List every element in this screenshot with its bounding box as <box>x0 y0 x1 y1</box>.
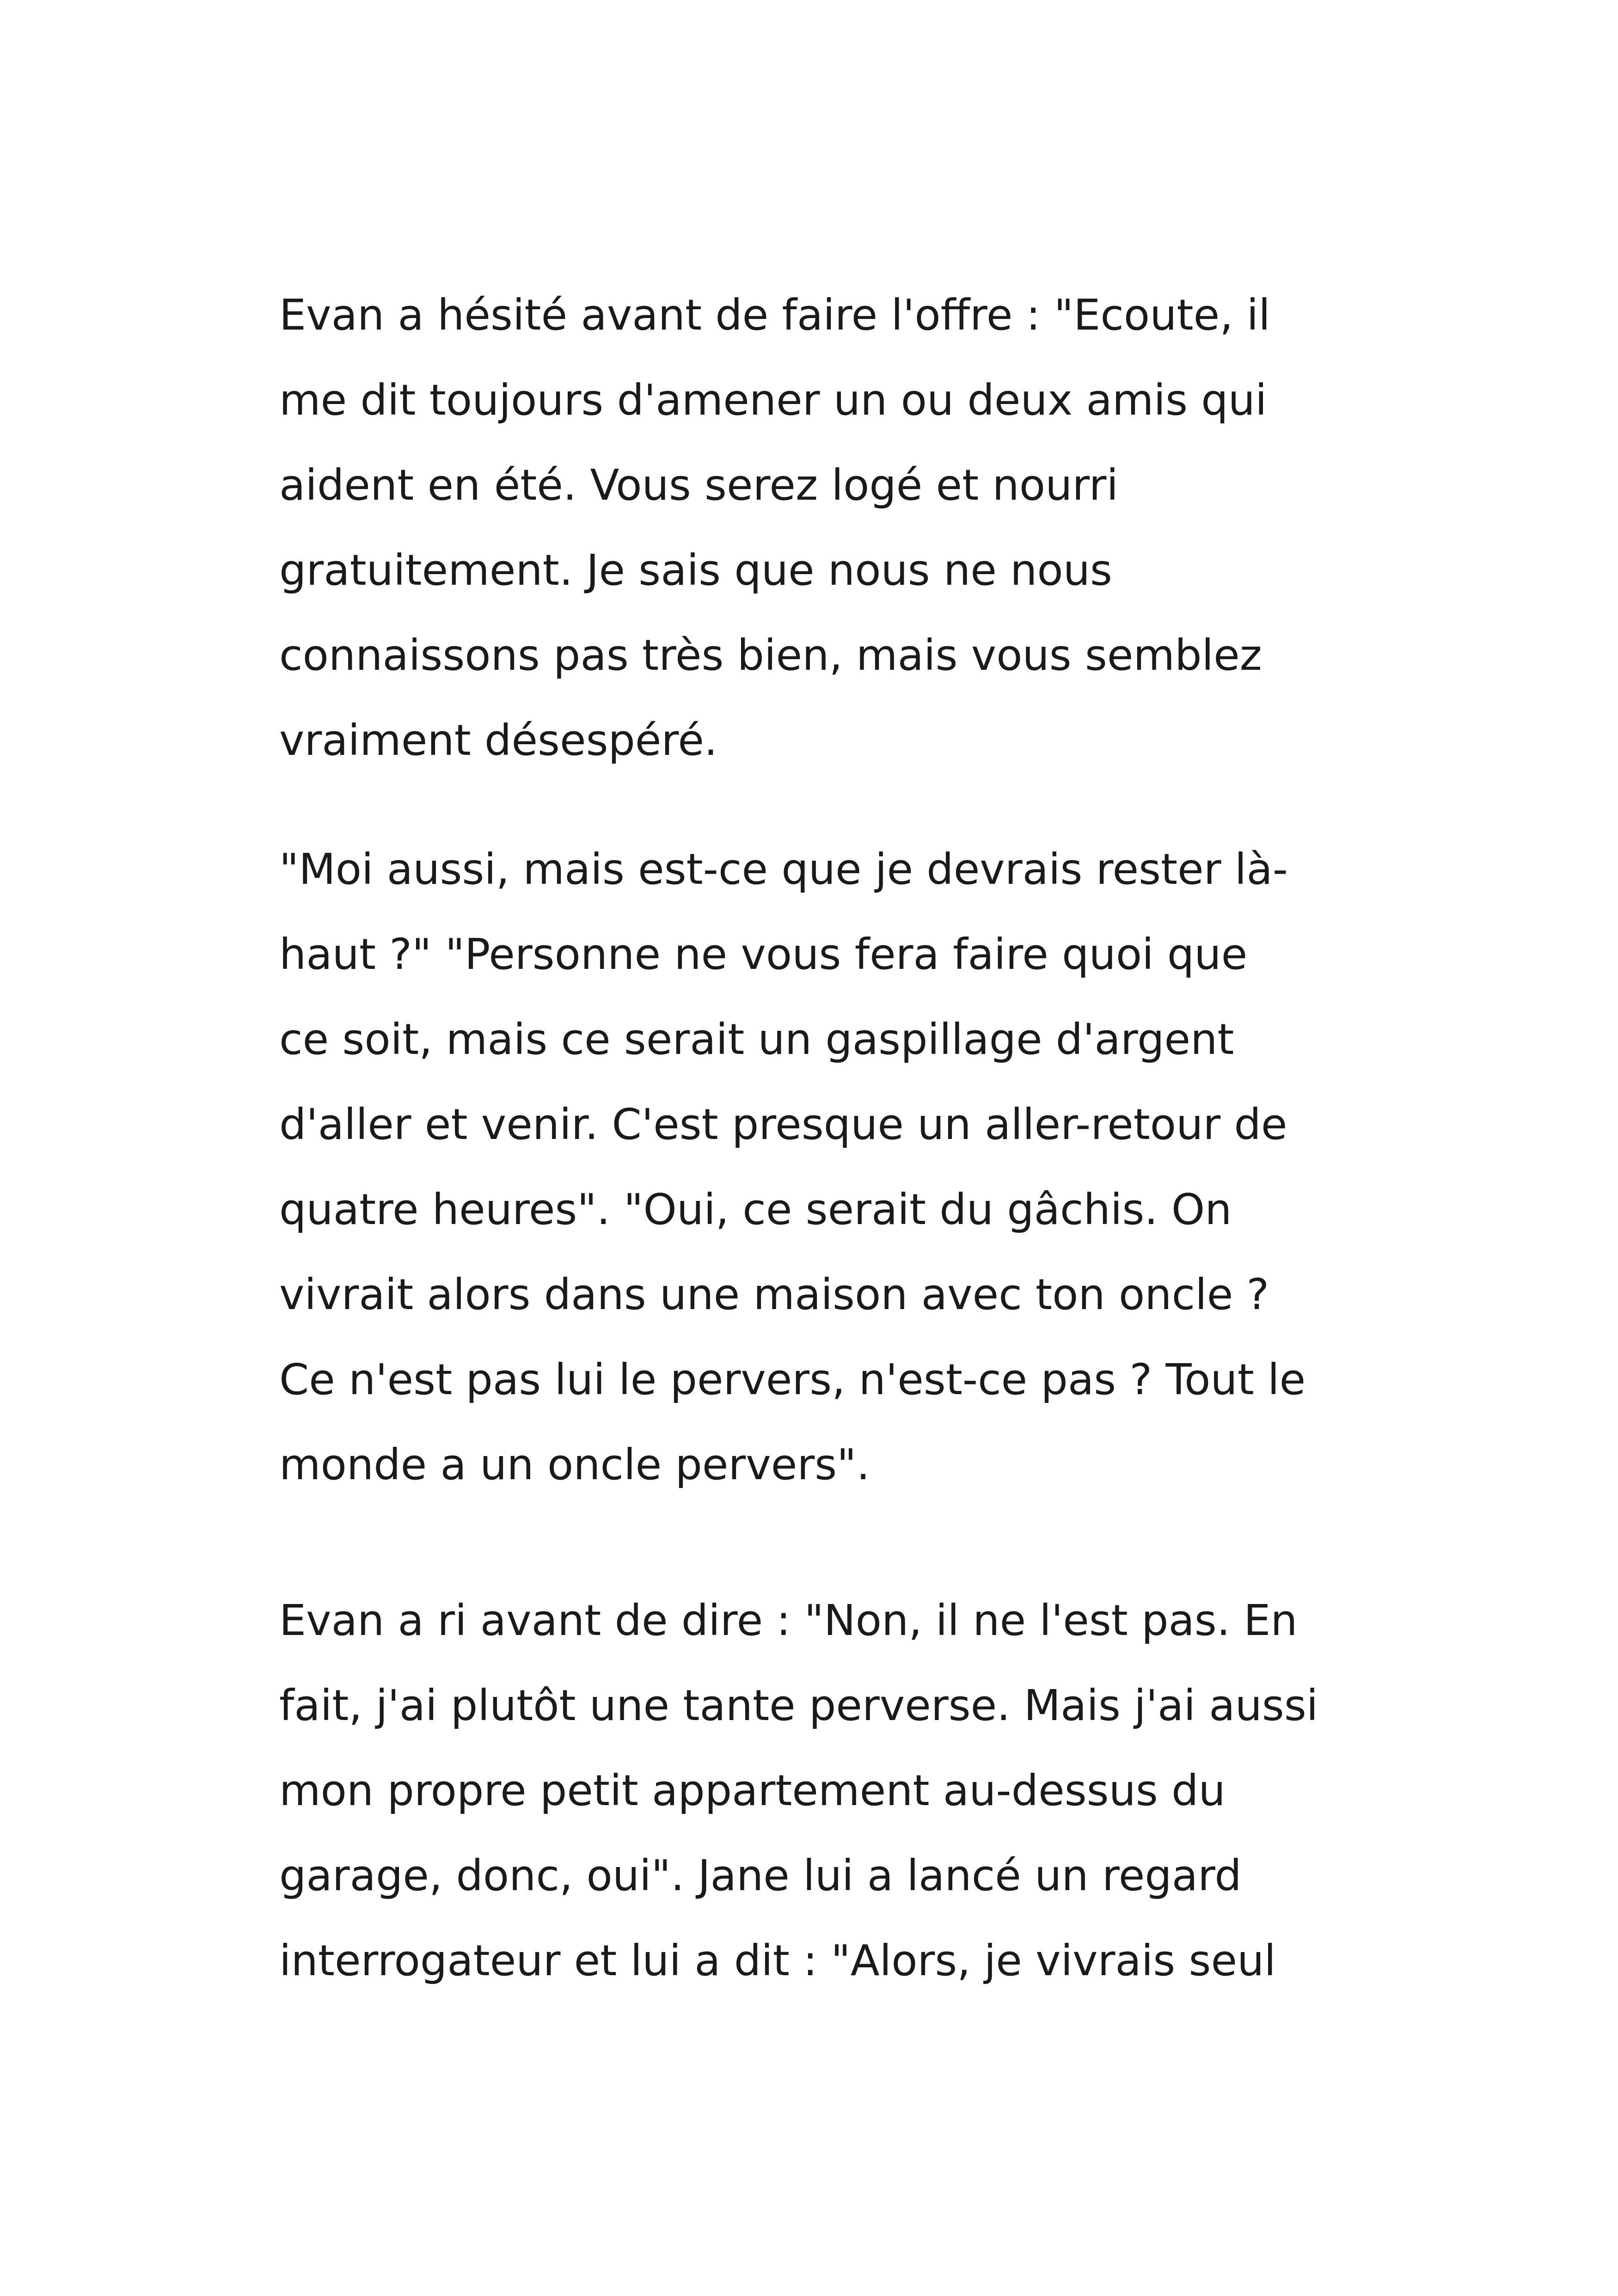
text-line: d'aller et venir. C'est presque un aller-retour de <box>279 1100 1287 1149</box>
text-line: Evan a ri avant de dire : "Non, il ne l'est pas. En <box>279 1596 1298 1645</box>
text-line: Ce n'est pas lui le pervers, n'est-ce pas ? Tout le <box>279 1355 1306 1404</box>
text-line: aident en été. Vous serez logé et nourri <box>279 460 1119 510</box>
text-line: monde a un oncle pervers". <box>279 1440 870 1489</box>
paragraph-1 <box>279 273 1389 783</box>
text-line: vivrait alors dans une maison avec ton oncle ? <box>279 1270 1269 1319</box>
text-line: fait, j'ai plutôt une tante perverse. Mais j'ai aussi <box>279 1681 1318 1730</box>
text-line: haut ?" "Personne ne vous fera faire quoi que <box>279 930 1248 979</box>
text-line: Evan a hésité avant de faire l'offre : "Ecoute, il <box>279 290 1270 340</box>
text-line: quatre heures". "Oui, ce serait du gâchis. On <box>279 1185 1232 1234</box>
text-line: "Moi aussi, mais est-ce que je devrais rester là- <box>279 845 1288 894</box>
text-line: garage, donc, oui". Jane lui a lancé un regard <box>279 1851 1242 1900</box>
text-line: vraiment désespéré. <box>279 716 718 765</box>
paragraph-3 <box>279 1578 1389 2003</box>
text-line: mon propre petit appartement au-dessus du <box>279 1766 1226 1815</box>
paragraph-2 <box>279 827 1389 1507</box>
text-line: connaissons pas très bien, mais vous semblez <box>279 631 1262 680</box>
text-line: gratuitement. Je sais que nous ne nous <box>279 545 1112 595</box>
text-line: interrogateur et lui a dit : "Alors, je vivrais seul <box>279 1936 1276 1985</box>
text-line: ce soit, mais ce serait un gaspillage d'argent <box>279 1015 1234 1064</box>
text-line: me dit toujours d'amener un ou deux amis qui <box>279 375 1267 425</box>
